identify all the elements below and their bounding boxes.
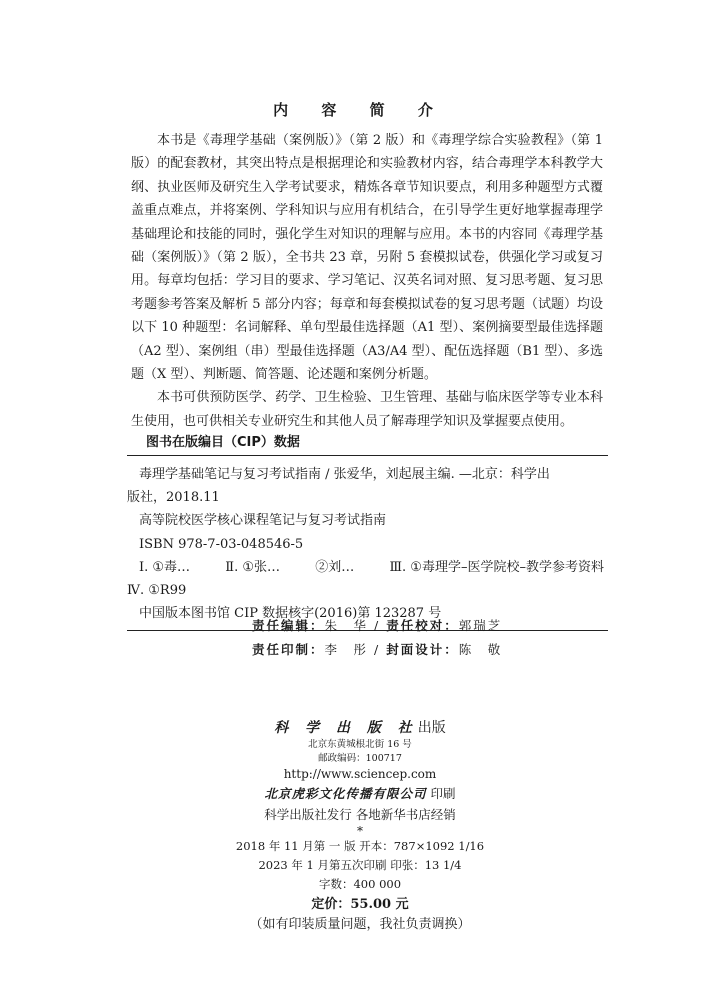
credits-separator: / — [374, 642, 381, 657]
printer-suffix: 印刷 — [430, 786, 456, 801]
intro-paragraph-1: 本书是《毒理学基础（案例版）》（第 2 版）和《毒理学综合实验教程》（第 1 版）的配套教材，其突出特点是根据理论和实验教材内容，结合毒理学本科教学大纲、执业医师及研究生入学考试要求，精炼各章节知识要点，利用多种题型方式覆盖重点难点，并将案例、学科知识与应用有机结合，在引导学生更好地掌握毒理学基础理论和技能的同时，强化学生对知识的理解与应用。本书的内容同《毒理学基础（案例版）》（第 2 版），全书共 23 章，另附 5 套模拟试卷，供强化学习或复习用。每章均包括：学习目的要求、学习笔记、汉英名词对照、复习思考题、复习思考题参考答案及解析 5 部分内容；每章和每套模拟试卷的复习思考题（试题）均设以下 10 种题型：名词解释、单句型最佳选择题（A1 型）、案例摘要型最佳选择题（A2 型）、案例组（串）型最佳选择题（A3/A4 型）、配伍选择题（B1 型）、多选题（X 型）、判断题、简答题、论述题和案例分析题。 — [131, 133, 603, 383]
cip-line-title: 毒理学基础笔记与复习考试指南 / 张爱华，刘起展主编. —北京：科学出 — [139, 467, 550, 482]
cover-name: 陈 敬 — [458, 642, 503, 657]
cip-line-classification: Ⅳ. ①R99 — [127, 583, 187, 599]
credits-row-2 — [252, 638, 552, 662]
print-name: 李 彤 — [324, 642, 369, 657]
intro-section — [131, 129, 603, 433]
cip-line-isbn: ISBN 978-7-03-048546-5 — [139, 536, 304, 552]
cip-data-block — [127, 455, 608, 631]
cip-heading: 图书在版编目（CIP）数据 — [146, 435, 300, 450]
proof-name: 郭瑞芝 — [458, 618, 503, 633]
credits-row-1 — [252, 614, 552, 638]
cip-subject-2: Ⅱ. ①张… — [225, 559, 281, 575]
publisher-name-line — [0, 718, 720, 738]
cip-subject-3: ②刘… — [315, 559, 355, 575]
publisher-name-suffix: 出版 — [417, 720, 446, 736]
page-title: 内 容 简 介 — [273, 101, 447, 119]
publisher-block — [0, 718, 720, 935]
credits-separator: / — [374, 618, 381, 633]
cip-line-record: 中国版本图书馆 CIP 数据核字(2016)第 123287 号 — [139, 606, 442, 622]
publisher-address: 北京东黄城根北街 16 号 — [308, 739, 412, 750]
cover-role: 封面设计： — [386, 642, 459, 657]
publisher-url: http://www.sciencep.com — [283, 767, 437, 781]
printer-line — [0, 783, 720, 805]
word-count: 字数：400 000 — [318, 877, 402, 891]
edition-line-2: 2023 年 1 月第五次印刷 印张：13 1/4 — [258, 858, 462, 872]
cip-line-publisher: 版社，2018.11 — [127, 490, 220, 506]
cip-subject-4: Ⅲ. ①毒理学–医学院校–教学参考资料 — [389, 559, 604, 575]
distribution-line: 科学出版社发行 各地新华书店经销 — [264, 807, 456, 822]
cip-line-subjects — [127, 556, 608, 579]
quality-notice: （如有印装质量问题，我社负责调换） — [249, 917, 471, 932]
publisher-postcode: 邮政编码：100717 — [318, 753, 402, 764]
divider-star: * — [357, 824, 363, 838]
credits-block — [252, 614, 552, 662]
printer-name: 北京虎彩文化传播有限公司 — [264, 786, 427, 801]
editor-name: 朱 华 — [324, 618, 369, 633]
proof-role: 责任校对： — [386, 618, 459, 633]
cip-subject-1: Ⅰ. ①毒… — [139, 559, 191, 575]
edition-line-1: 2018 年 11 月第 一 版 开本：787×1092 1/16 — [235, 839, 485, 853]
print-role: 责任印制： — [252, 642, 325, 657]
cip-line-series: 高等院校医学核心课程笔记与复习考试指南 — [139, 513, 387, 529]
price: 定价：55.00 元 — [311, 897, 409, 912]
publisher-name: 科 学 出 版 社 — [274, 720, 418, 736]
editor-role: 责任编辑： — [252, 618, 325, 633]
intro-paragraph-2: 本书可供预防医学、药学、卫生检验、卫生管理、基础与临床医学等专业本科生使用，也可供相关专业研究生和其他人员了解毒理学知识及掌握要点使用。 — [131, 390, 603, 429]
